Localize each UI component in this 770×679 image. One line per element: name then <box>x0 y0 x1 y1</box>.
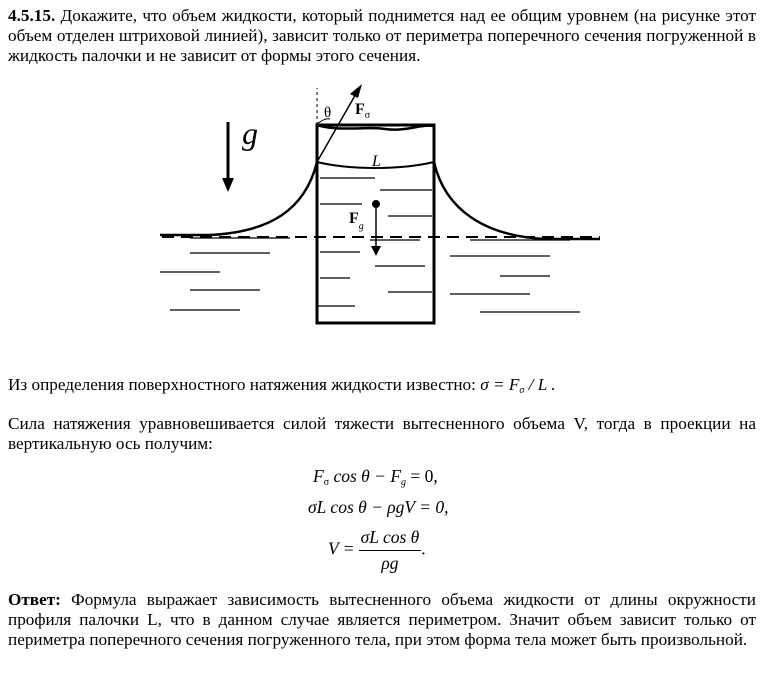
meniscus-right <box>434 162 600 239</box>
answer-text: Формула выражает зависимость вытесненного объема жидкости от длины окружности профиля палочки L, что в данном случае является периметром. Значит объем зависит только от периметра поперечного сечения погруженного тела, при этом форма тела может быть произвольной. <box>8 590 756 649</box>
equation-3: V = $\frac{\text{σL cos θ}}{\rho g}$ . <box>328 527 426 573</box>
liquid-hatching <box>160 178 580 312</box>
label-theta: θ <box>324 105 332 121</box>
answer-label: Ответ: <box>8 590 61 609</box>
equation-3-denominator: ρg <box>381 553 399 573</box>
answer-paragraph <box>8 590 756 650</box>
g-vector-arrowhead <box>222 178 234 192</box>
gravity-force-arrowhead <box>371 246 381 256</box>
problem-number: 4.5.15. <box>8 6 56 25</box>
capillary-figure <box>150 80 610 330</box>
label-F-g: $F_g$ <box>349 210 364 232</box>
problem-text: Докажите, что объем жидкости, который поднимется над ее общим уровнем (на рисунке этот объем отделен штриховой линией), зависит только от периметра поперечного сечения погруженной в жидкость палочки и не зависит от формы этого сечения. <box>8 6 756 65</box>
label-g: g <box>242 115 258 151</box>
solution-balance-text: Сила натяжения уравновешивается силой тяжести вытесненного объема V, тогда в проекции на вертикальную ось получим: <box>8 414 756 453</box>
problem-statement <box>8 6 756 66</box>
solution-intro: Из определения поверхностного натяжения жидкости известно: $\sigma = F_\sigma / L$ . <box>8 375 556 396</box>
equation-1: $F_\sigma$ $\cos \theta - F_g = 0$, <box>313 466 438 488</box>
label-F-sigma: $F_\sigma$ <box>355 101 371 121</box>
equation-2: σL cos θ − ρgV = 0, <box>308 497 449 517</box>
equation-3-numerator: σL cos θ <box>359 527 422 551</box>
meniscus-left <box>160 162 317 235</box>
label-L: L <box>372 153 381 170</box>
surface-tension-arrowhead <box>350 84 362 98</box>
